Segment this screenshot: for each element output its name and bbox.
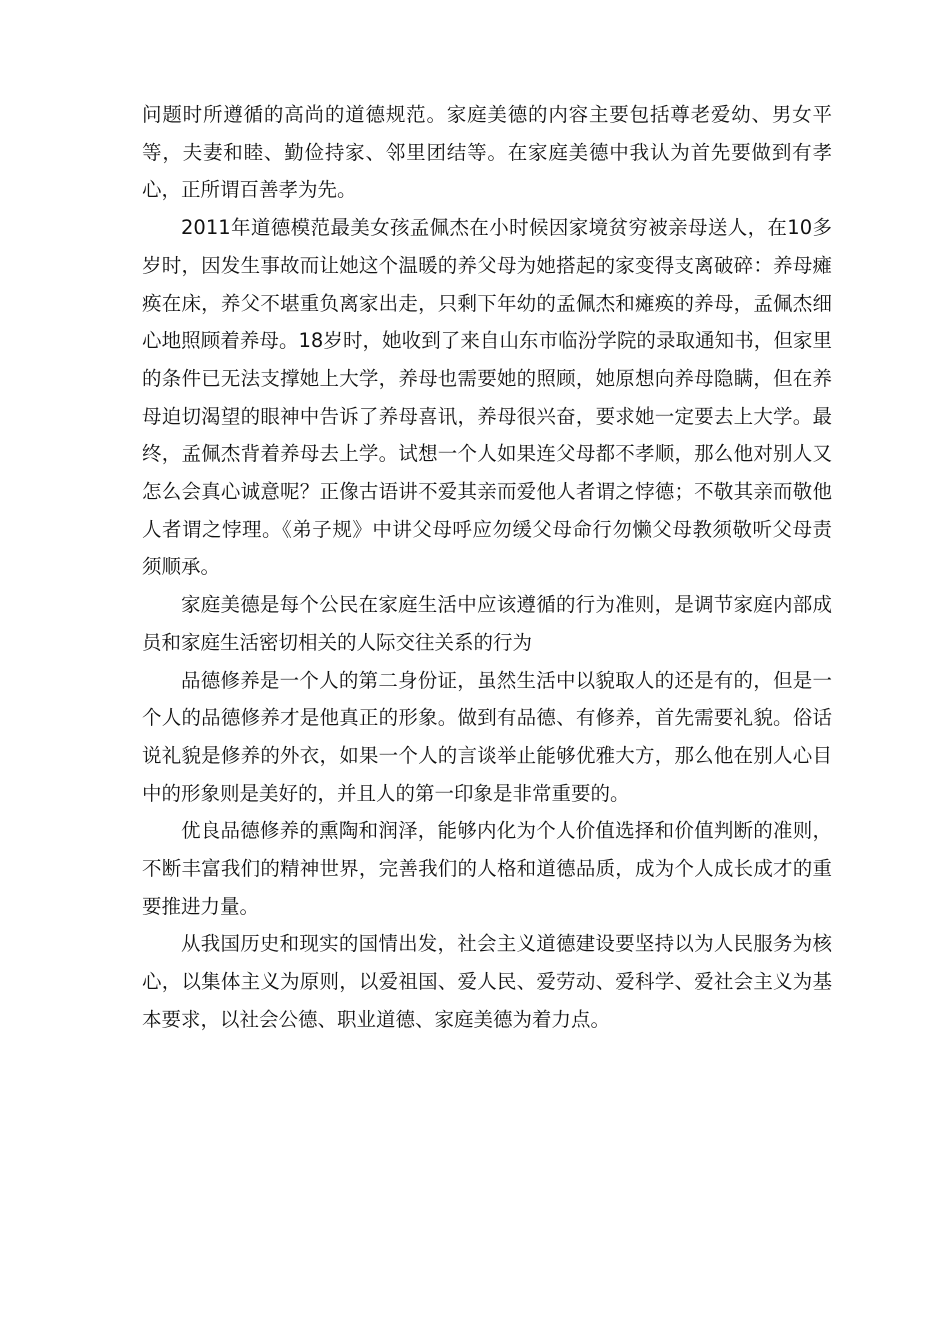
paragraph-meng-peijie-story: 2011年道德模范最美女孩孟佩杰在小时候因家境贫穷被亲母送人，在10多岁时，因发生事故而让她这个温暖的养父母为她搭起的家变得支离破碎：养母瘫痪在床，养父不堪重负离家出走，只剩下年幼的孟佩杰和瘫痪的养母，孟佩杰细心地照顾着养母。18岁时，她收到了来自山东市临汾学院的录取通知书，但家里的条件已无法支撑她上大学，养母也需要她的照顾，她原想向养母隐瞒，但在养母迫切渴望的眼神中告诉了养母喜讯，养母很兴奋，要求她一定要去上大学。最终，孟佩杰背着养母去上学。试想一个人如果连父母都不孝顺，那么他对别人又怎么会真心诚意呢？正像古语讲不爱其亲而爱他人者谓之悖德；不敬其亲而敬他人者谓之悖理。《弟子规》中讲父母呼应勿缓父母命行勿懒父母教须敬听父母责须顺承。 <box>142 216 832 579</box>
paragraph-cultivation-influence: 优良品德修养的熏陶和润泽，能够内化为个人价值选择和价值判断的准则，不断丰富我们的精神世界，完善我们的人格和道德品质，成为个人成长成才的重要推进力量。 <box>142 819 832 918</box>
document-body <box>142 96 832 1039</box>
paragraph-family-virtue-definition: 问题时所遵循的高尚的道德规范。家庭美德的内容主要包括尊老爱幼、男女平等，夫妻和睦、勤俭持家、邻里团结等。在家庭美德中我认为首先要做到有孝心，正所谓百善孝为先。 <box>142 103 832 202</box>
paragraph-socialist-morality: 从我国历史和现实的国情出发，社会主义道德建设要坚持以为人民服务为核心，以集体主义为原则，以爱祖国、爱人民、爱劳动、爱科学、爱社会主义为基本要求，以社会公德、职业道德、家庭美德为着力点。 <box>142 932 832 1031</box>
paragraph-moral-cultivation: 品德修养是一个人的第二身份证，虽然生活中以貌取人的还是有的，但是一个人的品德修养才是他真正的形象。做到有品德、有修养，首先需要礼貌。俗话说礼貌是修养的外衣，如果一个人的言谈举止能够优雅大方，那么他在别人心目中的形象则是美好的，并且人的第一印象是非常重要的。 <box>142 668 832 805</box>
paragraph-family-virtue-norms: 家庭美德是每个公民在家庭生活中应该遵循的行为准则，是调节家庭内部成员和家庭生活密切相关的人际交往关系的行为 <box>142 593 832 654</box>
